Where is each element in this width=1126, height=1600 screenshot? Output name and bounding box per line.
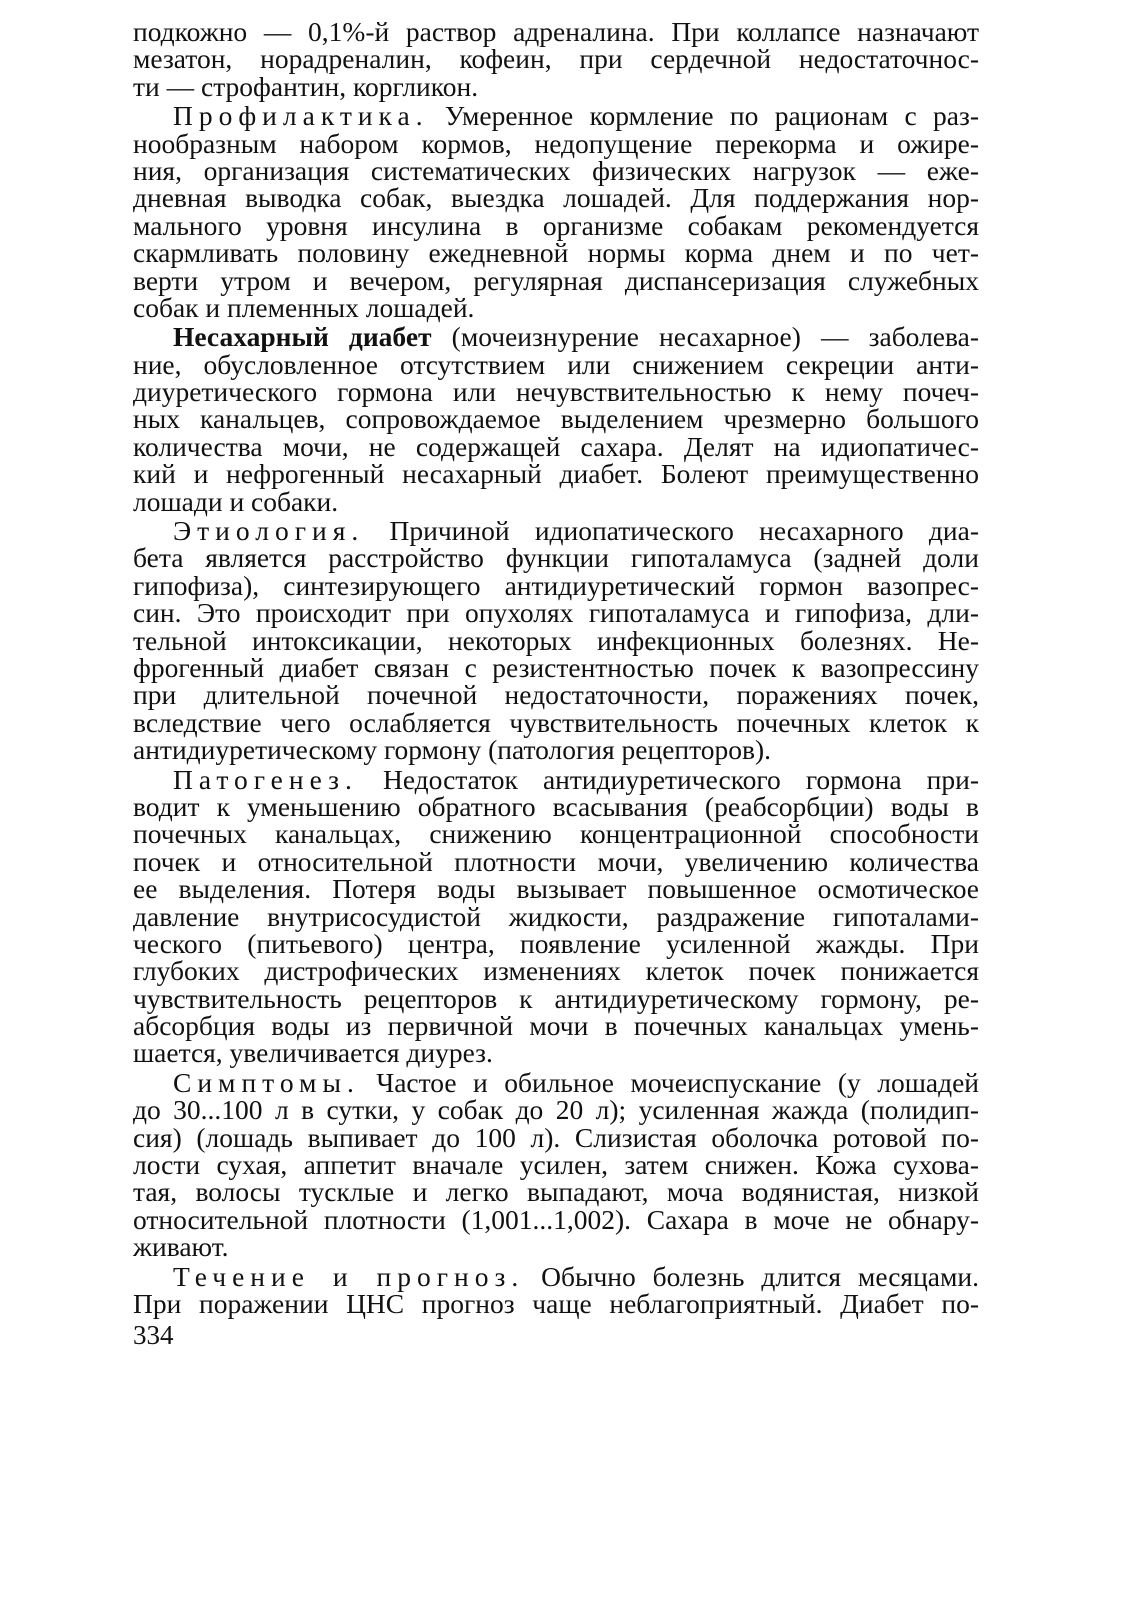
text-line: до 30...100 л в сутки, у собак до 20 л); усиленная жажда (полидип-	[133, 1094, 979, 1126]
text-line: сия) (лошадь выпивает до 100 л). Слизистая оболочка ротовой по-	[133, 1121, 979, 1153]
text-line: ти — строфантин, коргликон.	[133, 70, 479, 102]
text-line: собак и племенных лошадей.	[133, 291, 475, 323]
text-line: глубоких дистрофических изменениях клеток почек понижается	[133, 955, 979, 987]
text-line: чувствительность рецепторов к антидиуретическому гормону, ре-	[133, 982, 979, 1014]
text-line: водит к уменьшению обратного всасывания (реабсорбции) воды в	[133, 790, 979, 822]
text-line: почек и относительной плотности мочи, увеличению количества	[133, 845, 979, 877]
text-line	[133, 1260, 979, 1292]
text-line: При поражении ЦНС прогноз чаще неблагоприятный. Диабет по-	[133, 1287, 979, 1319]
text-line: мального уровня инсулина в организме собакам рекомендуется	[133, 209, 979, 241]
text-line-rest: Умеренное кормление по рационам с раз-	[428, 100, 979, 132]
text-line-rest: Частое и обильное мочеиспускание (у лошадей	[359, 1066, 979, 1098]
text-line: ние, обусловленное отсутствием или снижением секреции анти-	[133, 348, 979, 380]
article-heading-diabetes-insipidus: Несахарный диабет	[173, 321, 432, 353]
text-line	[133, 515, 979, 547]
text-line: скармливать половину ежедневной нормы корма днем и по чет-	[133, 237, 979, 269]
text-line: дневная выводка собак, выездка лошадей. Для поддержания нор-	[133, 182, 979, 214]
text-line-rest: Недостаток антидиуретического гормона при-	[357, 763, 979, 795]
text-line: син. Это происходит при опухолях гипоталамуса и гипофиза, дли-	[133, 597, 979, 629]
text-line	[133, 1066, 979, 1098]
text-line: давление внутрисосудистой жидкости, раздражение гипоталами-	[133, 900, 979, 932]
text-line-rest: Причиной идиопатического несахарного диа-	[364, 515, 979, 547]
text-line: мезатон, норадреналин, кофеин, при сердечной недостаточнос-	[133, 43, 979, 75]
text-line	[133, 763, 979, 795]
page-number: 334	[133, 1320, 174, 1350]
text-line: шается, увеличивается диурез.	[133, 1037, 493, 1069]
text-line: ческого (питьевого) центра, появление усиленной жажды. При	[133, 927, 979, 959]
text-line: относительной плотности (1,001...1,002). Сахара в моче не обнару-	[133, 1203, 979, 1235]
paragraph-prophylaxis	[133, 102, 979, 321]
paragraph-treatment-continuation	[133, 18, 979, 100]
text-line: антидиуретическому гормону (патология рецепторов).	[133, 734, 772, 766]
text-line-rest: Обычно болезнь длится месяцами.	[524, 1260, 979, 1292]
paragraph-course-prognosis	[133, 1260, 979, 1319]
text-line: ее выделения. Потеря воды вызывает повышенное осмотическое	[133, 873, 979, 905]
text-line: диуретического гормона или нечувствительностью к нему почеч-	[133, 376, 979, 408]
text-line: количества мочи, не содержащей сахара. Делят на идиопатичес-	[133, 430, 979, 462]
paragraph-symptoms	[133, 1066, 979, 1263]
text-line: лошади и собаки.	[133, 485, 339, 517]
text-line: гипофиза), синтезирующего антидиуретический гормон вазопрес-	[133, 569, 979, 601]
text-line: ных канальцев, сопровождаемое выделением чрезмерно большого	[133, 403, 979, 435]
text-line: абсорбция воды из первичной мочи в почечных канальцах умень-	[133, 1010, 979, 1042]
text-line: вследствие чего ослабляется чувствительность почечных клеток к	[133, 706, 979, 738]
text-line: бета является расстройство функции гипоталамуса (задней доли	[133, 542, 979, 574]
text-line: почечных канальцах, снижению концентрационной способности	[133, 818, 979, 850]
section-heading-symptoms: Симптомы.	[173, 1066, 360, 1098]
text-line-rest: (мочеизнурение несахарное) — заболева-	[431, 321, 979, 353]
text-line: ния, организация систематических физических нагрузок — еже-	[133, 154, 979, 186]
text-line: при длительной почечной недостаточности, поражениях почек,	[133, 679, 979, 711]
text-line: тельной интоксикации, некоторых инфекционных болезнях. Не-	[133, 624, 979, 656]
text-line: верти утром и вечером, регулярная диспансеризация служебных	[133, 264, 979, 296]
text-line: нообразным набором кормов, недопущение перекорма и ожире-	[133, 127, 979, 159]
text-line: живают.	[133, 1231, 229, 1263]
paragraph-diabetes-insipidus	[133, 323, 979, 515]
text-line: лости сухая, аппетит вначале усилен, затем снижен. Кожа сухова-	[133, 1149, 979, 1181]
section-heading-pathogenesis: Патогенез.	[173, 763, 358, 795]
section-heading-course-prognosis: Течение и прогноз.	[173, 1260, 525, 1292]
paragraph-etiology	[133, 517, 979, 764]
section-heading-etiology: Этиология.	[173, 515, 365, 547]
text-line	[133, 321, 979, 353]
book-page-text	[133, 18, 979, 1317]
paragraph-pathogenesis	[133, 763, 979, 1069]
text-line	[133, 100, 979, 132]
text-line: фрогенный диабет связан с резистентностью почек к вазопрессину	[133, 651, 979, 683]
text-line: тая, волосы тусклые и легко выпадают, моча водянистая, низкой	[133, 1176, 979, 1208]
text-line: подкожно — 0,1%-й раствор адреналина. При коллапсе назначают	[133, 16, 979, 47]
section-heading-prophylaxis: Профилактика.	[173, 100, 429, 132]
text-line: кий и нефрогенный несахарный диабет. Болеют преимущественно	[133, 458, 979, 490]
